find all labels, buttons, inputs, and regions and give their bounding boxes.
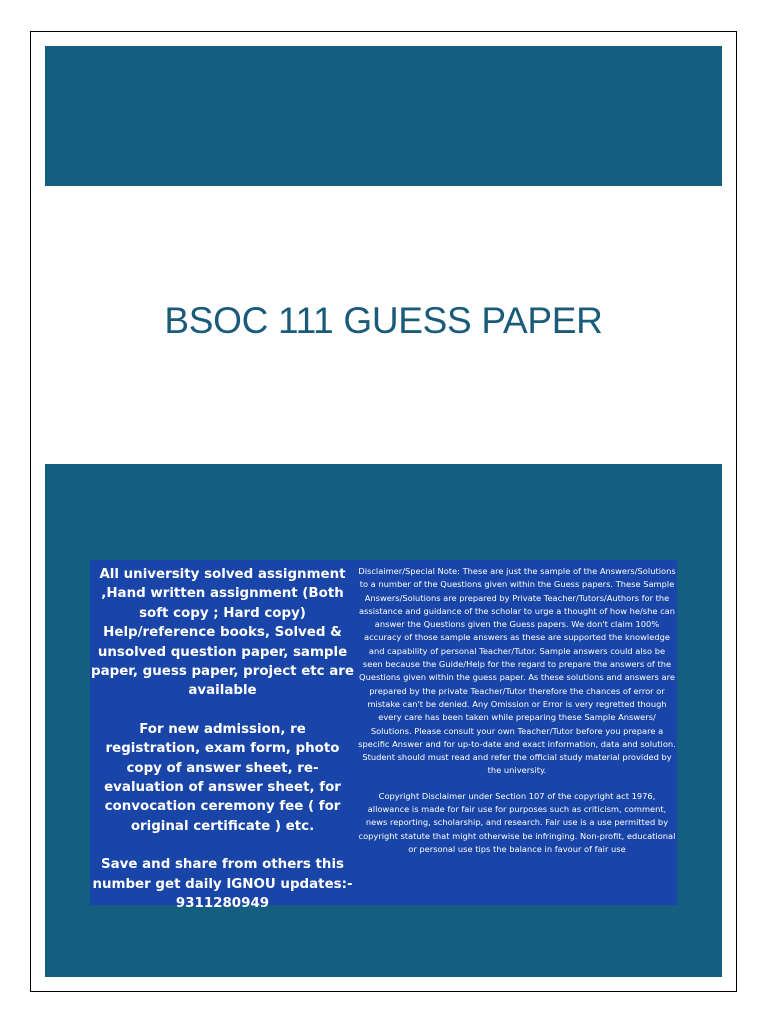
promo-banner bbox=[90, 560, 677, 912]
contact-paragraph: Save and share from others this number get daily IGNOU updates:- 9311280949 bbox=[92, 857, 353, 912]
copyright-text: Copyright Disclaimer under Section 107 of the copyright act 1976, allowance is made for fair use for purposes such as criticism, comment, news reporting, scholarship, and research. Fair use is a use permitted by copyright statute that might otherwise be infringing. Non-profit, educational or personal use tips the balance in favour of fair use bbox=[358, 790, 676, 854]
admission-paragraph: For new admission, re registration, exam form, photo copy of answer sheet, re-evaluation of answer sheet, for convocation ceremony fee ( for original certificate ) etc. bbox=[104, 721, 341, 834]
disclaimer-text: Disclaimer/Special Note: These are just the sample of the Answers/Solutions to a number of the Questions given within the Guess papers. These Sample Answers/Solutions are prepared by Private Teacher/Tutors/Authors for the assistance and guidance of the scholar to urge a thought of how he/she can answer the Questions given the Guess papers. We don't claim 100% accuracy of those sample answers as these are supported the knowledge and capability of personal Teacher/Tutor. Sample answers could also be seen because the Guide/Help for the regard to prepare the answers of the Questions given within the guess paper. As these solutions and answers are prepared by the private Teacher/Tutor therefore the chances of error or mistake can't be denied. Any Omission or Error is very regretted though every care has been taken while preparing these Sample Answers/ Solutions. Please consult your own Teacher/Tutor before you prepare a specific Answer and for up-to-date and exact information, data and solution. Student should must read and refer the official study material provided by the university. bbox=[358, 566, 676, 776]
top-color-band bbox=[45, 46, 722, 186]
disclaimer-column bbox=[358, 565, 676, 868]
services-paragraph: All university solved assignment ,Hand written assignment (Both soft copy ; Hard copy) Help/reference books, Solved & unsolved question paper, sample paper, guess paper, project etc are available bbox=[90, 567, 354, 699]
document-title: BSOC 111 GUESS PAPER bbox=[164, 300, 603, 341]
services-column bbox=[90, 565, 355, 933]
